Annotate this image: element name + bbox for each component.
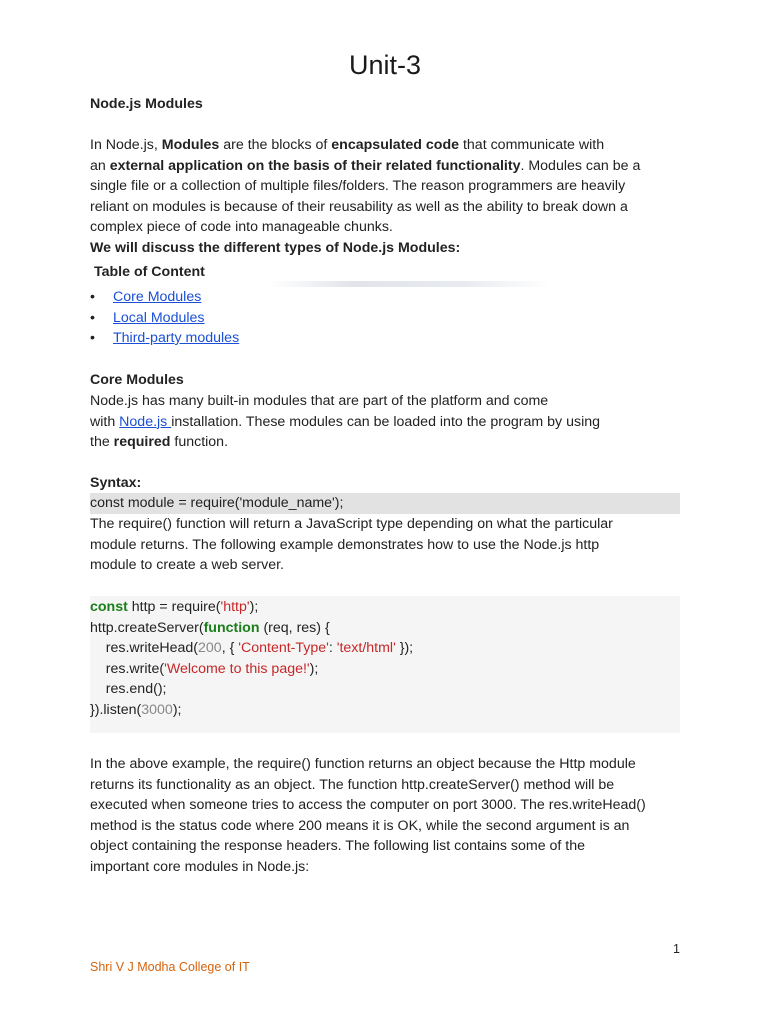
explanation-paragraph [90,754,680,877]
explain-line-3: executed when someone tries to access the computer on port 3000. The res.writeHead() [90,797,646,813]
explain-line-5: object containing the response headers. The following list contains some of the [90,838,586,854]
explain-line-1: In the above example, the require() function returns an object because the Http module [90,756,636,772]
intro-line-4: reliant on modules is because of their reusability as well as the ability to break down a [90,198,628,215]
toc-item-core-modules [90,287,680,308]
explain-line-2: returns its functionality as an object. The function http.createServer() method will be [90,776,615,793]
discuss-line: We will discuss the different types of Node.js Modules: [90,239,461,256]
intro-line-3: single file or a collection of multiple files/folders. The reason programmers are heavily [90,178,626,194]
intro-line-5: complex piece of code into manageable chunks. [90,219,393,235]
page-number: 1 [673,942,680,956]
core-modules-paragraph [90,391,680,453]
nodejs-link[interactable]: Node.js [119,413,172,430]
code-line-5: res.end(); [90,681,167,697]
core-line-1: Node.js has many built-in modules that are part of the platform and come [90,393,549,409]
code-line-2: http.createServer(function (req, res) { [90,620,330,636]
require-line-3: module to create a web server. [90,557,284,573]
core-line-2: with Node.js installation. These modules can be loaded into the program by using [90,413,601,430]
syntax-heading: Syntax: [90,475,142,491]
intro-paragraph [90,135,680,258]
explain-line-4: method is the status code where 200 means it is OK, while the second argument is an [90,817,630,834]
code-line-3: res.writeHead(200, { 'Content-Type': 'text/html' }); [90,640,414,656]
require-line-2: module returns. The following example demonstrates how to use the Node.js http [90,536,600,553]
table-of-contents [90,287,680,349]
toc-item-third-party-modules [90,328,680,349]
footer-college-name: Shri V J Modha College of IT [90,960,250,974]
code-example [90,596,680,733]
toc-link-third-party-modules[interactable]: Third-party modules [113,330,240,346]
intro-line-2: an external application on the basis of their related functionality. Modules can be a [90,157,641,174]
syntax-code: const module = require('module_name'); [90,493,680,514]
require-line-1: The require() function will return a JavaScript type depending on what the particular [90,516,613,532]
toc-heading: Table of Content [94,264,205,280]
toc-link-core-modules[interactable]: Core Modules [113,289,202,305]
core-line-3: the required function. [90,434,229,450]
intro-line-1: In Node.js, Modules are the blocks of encapsulated code that communicate with [90,137,605,153]
section-heading: Node.js Modules [90,96,203,112]
code-line-6: }).listen(3000); [90,702,182,718]
toc-link-local-modules[interactable]: Local Modules [113,309,205,326]
require-paragraph [90,514,680,576]
page-title: Unit-3 [348,50,422,80]
toc-item-local-modules [90,308,680,329]
code-line-1: const http = require('http'); [90,599,259,615]
explain-line-6: important core modules in Node.js: [90,858,310,875]
core-modules-heading: Core Modules [90,372,184,388]
code-line-4: res.write('Welcome to this page!'); [90,661,319,677]
